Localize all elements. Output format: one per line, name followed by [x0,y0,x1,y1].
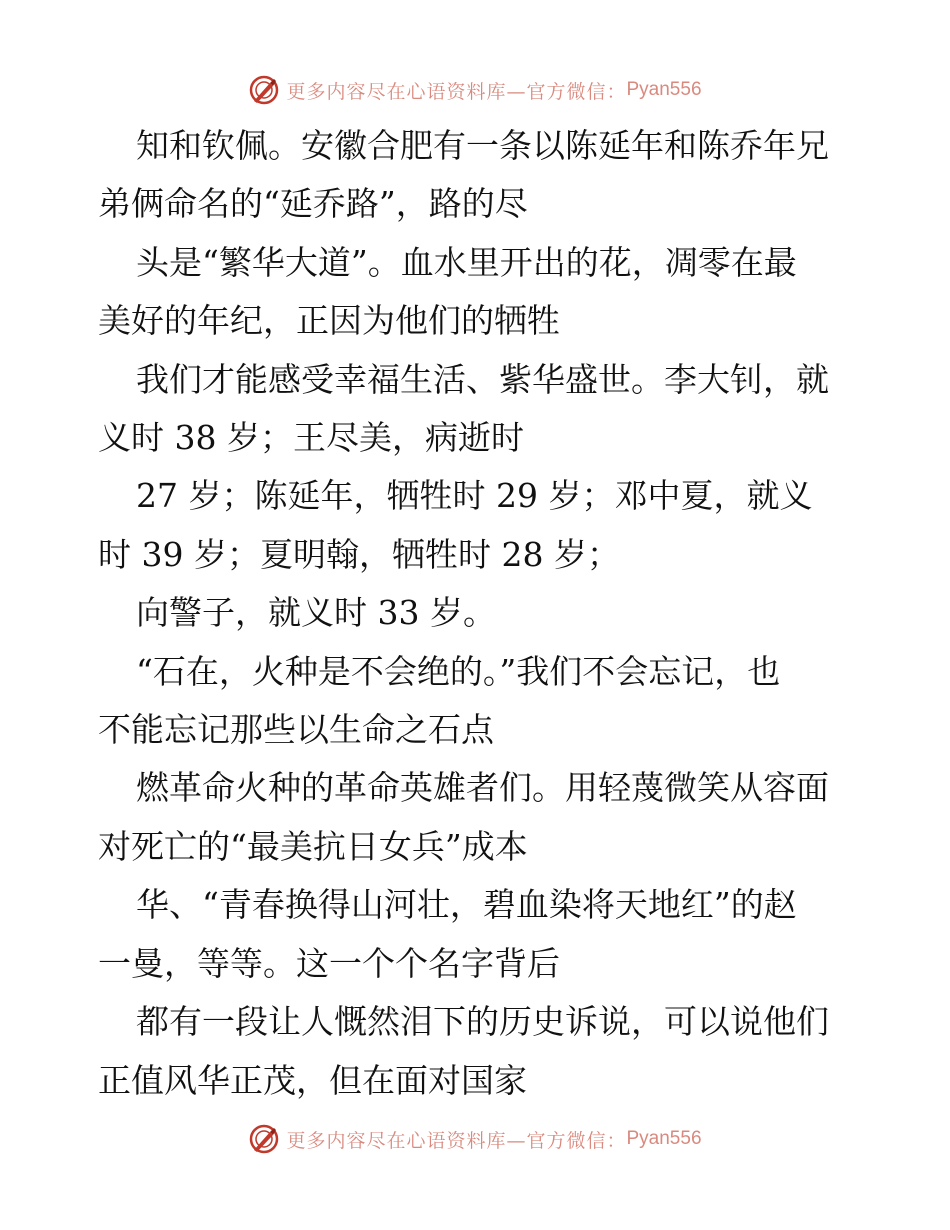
watermark-wechat-id: Pyan556 [626,1128,702,1149]
text-line: 正值风华正茂，但在面对国家 [98,1060,527,1100]
text-line: 不能忘记那些以生命之石点 [98,710,494,750]
text-line: 一曼，等等。这一个个名字背后 [98,943,560,983]
watermark-text: 更多内容尽在心语资料库—官方微信： [286,80,627,103]
body-text [98,117,852,1110]
text-line: 美好的年纪，正因为他们的牺牲 [98,301,560,341]
text-line: 对死亡的“最美抗日女兵”成本 [98,826,528,866]
text-line: 燃革命火种的革命英雄者们。用轻蔑微笑从容面 [136,768,829,808]
watermark-text: 更多内容尽在心语资料库—官方微信： [286,1129,627,1152]
pen-seal-logo-icon [248,1123,280,1155]
text-line: 我们才能感受幸福生活、紫华盛世。李大钊，就 [136,359,829,399]
text-line: 都有一段让人慨然泪下的历史诉说，可以说他们 [136,1002,829,1042]
text-line: 华、“青春换得山河壮，碧血染将天地红”的赵 [136,885,797,925]
text-line: 知和钦佩。安徽合肥有一条以陈延年和陈乔年兄 [136,126,829,165]
text-line: 时 39 岁；夏明翰，牺牲时 28 岁； [98,534,620,574]
text-line: 弟俩命名的“延乔路”，路的尽 [98,184,528,224]
text-line: 头是“繁华大道”。血水里开出的花，凋零在最 [136,242,797,282]
watermark-wechat-id: Pyan556 [626,79,702,100]
text-line: 义时 38 岁；王尽美，病逝时 [98,418,524,458]
footer-watermark [0,1119,950,1159]
text-line: 向警子，就义时 33 岁。 [136,593,496,633]
text-line: 27 岁；陈延年，牺牲时 29 岁；邓中夏，就义 [136,476,813,516]
text-line: “石在，火种是不会绝的。”我们不会忘记，也 [136,651,781,691]
pen-seal-logo-icon [248,74,280,106]
header-watermark [0,70,950,110]
